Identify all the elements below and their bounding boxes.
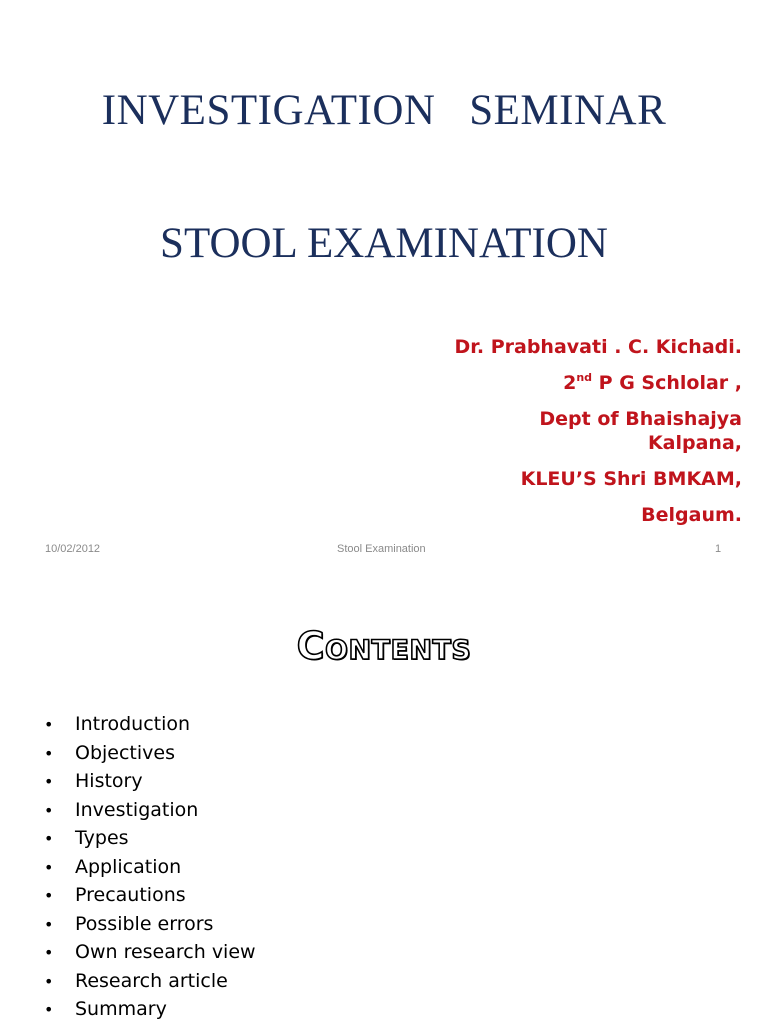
bullet-icon: • xyxy=(44,886,54,905)
author-institution: KLEU’S Shri BMKAM, xyxy=(520,468,742,490)
contents-item-label: Objectives xyxy=(75,741,175,764)
contents-title: Contents xyxy=(296,624,472,668)
footer-title: Stool Examination xyxy=(337,543,426,555)
bullet-icon: • xyxy=(44,772,54,791)
bullet-icon: • xyxy=(44,971,54,991)
bullet-icon: • xyxy=(44,857,54,877)
contents-item-label: Types xyxy=(75,827,129,849)
contents-item-label: Introduction xyxy=(75,713,191,735)
contents-item-label: Own research view xyxy=(75,941,256,963)
contents-list-item xyxy=(44,881,256,910)
bullet-icon: • xyxy=(44,800,54,820)
contents-item-label: Precautions xyxy=(75,884,186,906)
contents-item-label: Summary xyxy=(75,998,167,1020)
bullet-icon: • xyxy=(44,943,54,962)
contents-list-item xyxy=(44,767,256,796)
slide-title: INVESTIGATION SEMINAR xyxy=(101,87,667,134)
slide-2 xyxy=(0,576,768,1024)
contents-list-item xyxy=(44,910,256,939)
contents-item-label: Investigation xyxy=(75,798,199,821)
author-year-suffix: nd xyxy=(576,371,593,384)
contents-list xyxy=(44,710,256,1024)
footer-page-number: 1 xyxy=(715,543,722,555)
contents-list-item xyxy=(44,938,256,967)
contents-list-item xyxy=(44,853,256,882)
bullet-icon: • xyxy=(44,743,54,763)
contents-list-item xyxy=(44,796,256,825)
author-role xyxy=(402,371,742,394)
contents-item-label: History xyxy=(75,770,143,792)
bullet-icon: • xyxy=(44,829,54,848)
bullet-icon: • xyxy=(44,914,54,934)
contents-list-item xyxy=(44,824,256,853)
author-dept-line-2: Kalpana, xyxy=(647,432,742,454)
author-year-number: 2 xyxy=(563,372,577,394)
author-city: Belgaum. xyxy=(641,504,742,526)
contents-list-item xyxy=(44,967,256,996)
contents-item-label: Possible errors xyxy=(75,912,214,935)
contents-list-item xyxy=(44,739,256,768)
bullet-icon: • xyxy=(44,1000,54,1019)
author-block xyxy=(402,338,742,525)
author-role-text: P G Schlolar , xyxy=(592,372,742,394)
contents-item-label: Research article xyxy=(75,969,228,992)
contents-item-label: Application xyxy=(75,855,182,878)
author-name: Dr. Prabhavati . C. Kichadi. xyxy=(454,336,742,358)
contents-list-item xyxy=(44,710,256,739)
bullet-icon: • xyxy=(44,715,54,734)
footer-date: 10/02/2012 xyxy=(45,543,101,555)
author-dept-line-1: Dept of Bhaishajya xyxy=(539,408,742,430)
slide-subtitle: STOOL EXAMINATION xyxy=(160,220,608,267)
contents-list-item xyxy=(44,995,256,1024)
